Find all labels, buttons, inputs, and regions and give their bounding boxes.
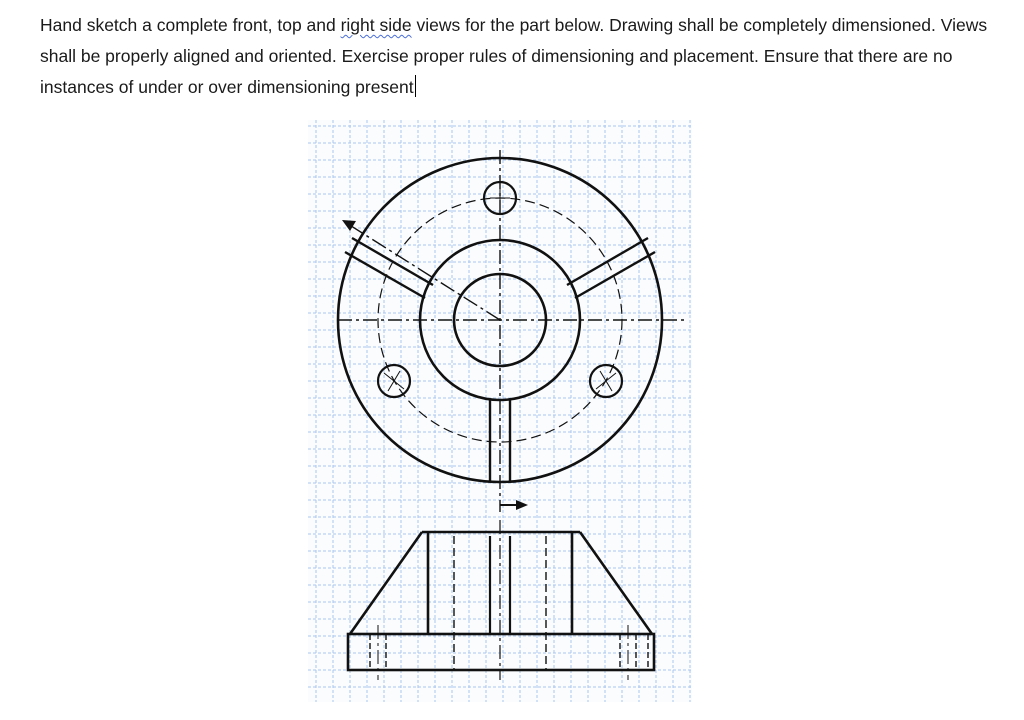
instruction-paragraph[interactable] bbox=[40, 10, 990, 103]
engineering-drawing-figure bbox=[308, 120, 692, 702]
spellcheck-underlined-text[interactable]: right side bbox=[340, 15, 412, 35]
instruction-text-start: Hand sketch a complete front, top and bbox=[40, 15, 341, 35]
instruction-text-end: views for the part below. Drawing shall be completely dimensioned. Views shall be properly aligned and oriented. Exercise proper rules of dimensioning and placement. Ensure that there are no instances of under or over dimensioning present bbox=[40, 15, 988, 97]
drawing-svg bbox=[308, 120, 692, 702]
text-cursor bbox=[415, 75, 416, 97]
